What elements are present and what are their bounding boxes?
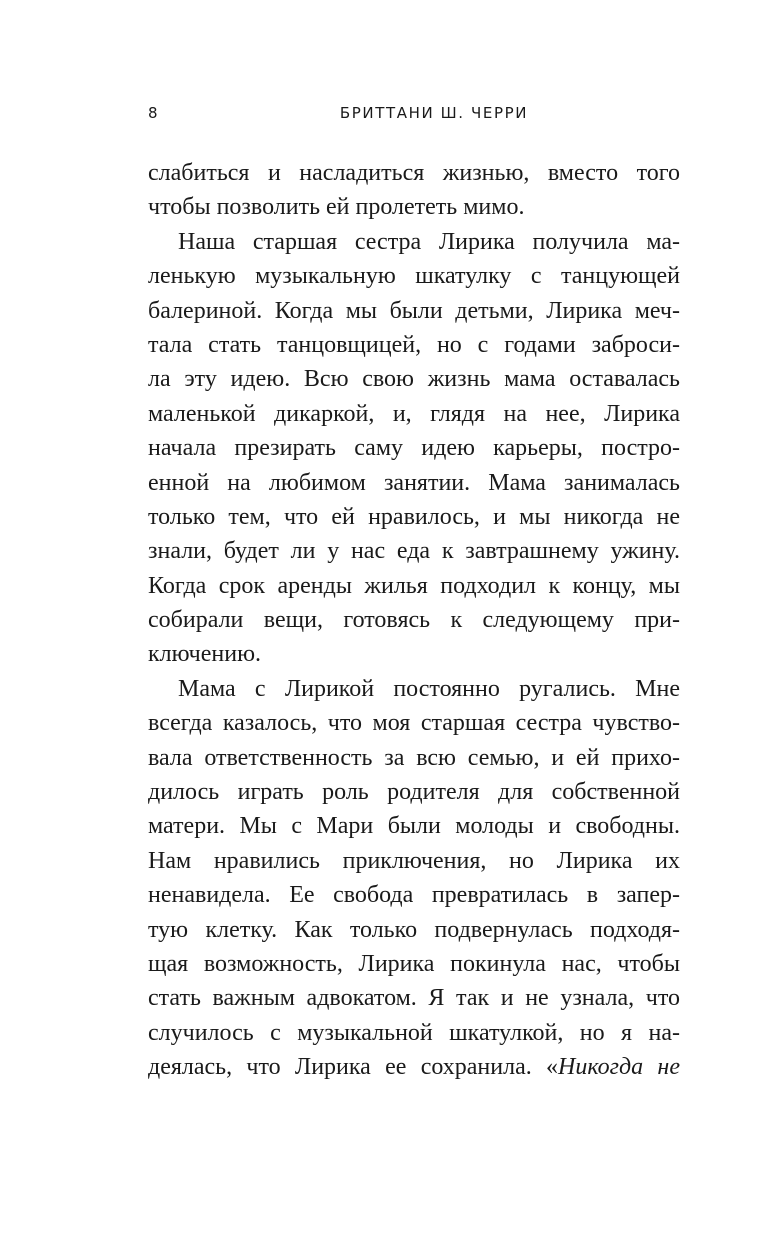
text-line: маленькой дикаркой, и, глядя на нее, Лирика <box>148 400 680 427</box>
text-line: ключению. <box>148 641 261 668</box>
text-line: Наша старшая сестра Лирика получила ма- <box>178 228 680 255</box>
text-line: ленькую музыкальную шкатулку с танцующей <box>148 263 680 290</box>
author-name: БРИТТАНИ Ш. ЧЕРРИ <box>339 104 529 122</box>
text-line: Когда срок аренды жилья подходил к концу, мы <box>148 572 680 599</box>
text-line: чтобы позволить ей пролететь мимо. <box>148 194 525 221</box>
text-line: ненавидела. Ее свобода превратилась в запер- <box>148 882 680 909</box>
text-line: дилось играть роль родителя для собственной <box>148 779 680 806</box>
text-line: начала презирать саму идею карьеры, постро- <box>148 435 680 462</box>
text-line: стать важным адвокатом. Я так и не узнала, что <box>148 985 680 1012</box>
text-line: тую клетку. Как только подвернулась подходя- <box>148 916 680 943</box>
text-line: енной на любимом занятии. Мама занималась <box>148 469 680 496</box>
text-line <box>148 1050 680 1084</box>
text-line: слабиться и насладиться жизнью, вместо того <box>148 160 680 186</box>
text-line: балериной. Когда мы были детьми, Лирика меч- <box>148 297 680 324</box>
text-line: матери. Мы с Мари были молоды и свободны. <box>148 813 680 840</box>
page-number: 8 <box>148 104 160 122</box>
text-line: знали, будет ли у нас еда к завтрашнему ужину. <box>148 538 680 565</box>
text-line: только тем, что ей нравилось, и мы никогда не <box>148 503 680 530</box>
running-head <box>148 104 680 126</box>
text-line-italic: Никогда не <box>558 1054 680 1081</box>
text-line: ла эту идею. Всю свою жизнь мама оставалась <box>148 366 680 393</box>
text-line: щая возможность, Лирика покинула нас, чтобы <box>148 950 680 977</box>
text-line-plain: деялась, что Лирика ее сохранила. « <box>148 1054 558 1081</box>
text-line: случилось с музыкальной шкатулкой, но я на- <box>148 1019 680 1046</box>
text-line: Нам нравились приключения, но Лирика их <box>148 847 680 874</box>
text-line: вала ответственность за всю семью, и ей прихо- <box>148 744 680 771</box>
body-text <box>148 156 680 1085</box>
text-line: всегда казалось, что моя старшая сестра чувство- <box>148 710 680 737</box>
text-line: Мама с Лирикой постоянно ругались. Мне <box>178 675 680 702</box>
text-line: тала стать танцовщицей, но с годами заброси- <box>148 331 680 358</box>
text-line: собирали вещи, готовясь к следующему при- <box>148 607 680 634</box>
